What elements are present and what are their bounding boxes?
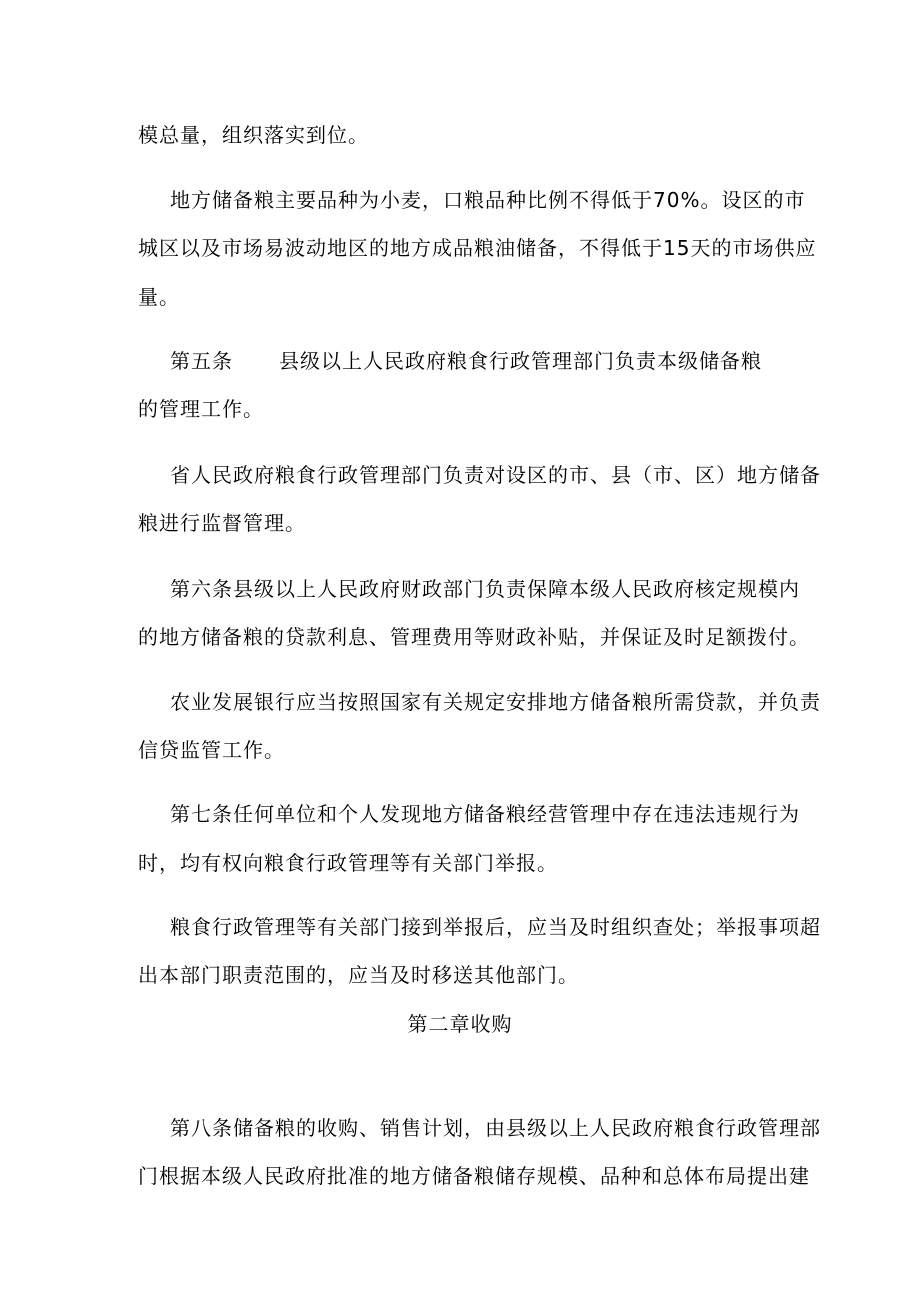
text-line: 信贷监管工作。 [138, 738, 285, 762]
text-line: 农业发展银行应当按照国家有关规定安排地方储备粮所需贷款，并负责 [170, 690, 821, 714]
article-heading-line [170, 344, 762, 378]
text-line: 的地方储备粮的贷款利息、管理费用等财政补贴，并保证及时足额拨付。 [138, 625, 810, 649]
text-line: 城区以及市场易波动地区的地方成品粮油储备，不得低于15天的市场供应 [138, 236, 817, 260]
text-line: 的管理工作。 [138, 397, 264, 421]
text-line: 第七条任何单位和个人发现地方储备粮经营管理中存在违法违规行为 [170, 802, 800, 826]
article-text: 县级以上人民政府粮食行政管理部门负责本级储备粮 [279, 349, 762, 373]
text-line: 门根据本级人民政府批准的地方储备粮储存规模、品种和总体布局提出建 [138, 1164, 810, 1188]
text-line: 时，均有权向粮食行政管理等有关部门举报。 [138, 851, 558, 875]
article-number: 第五条 [170, 349, 233, 373]
text-line: 粮食行政管理等有关部门接到举报后，应当及时组织查处；举报事项超 [170, 915, 821, 939]
text-line: 省人民政府粮食行政管理部门负责对设区的市、县（市、区）地方储备 [170, 463, 821, 487]
text-line: 粮进行监督管理。 [138, 511, 306, 535]
text-line: 模总量，组织落实到位。 [138, 123, 369, 147]
text-line: 第八条储备粮的收购、销售计划，由县级以上人民政府粮食行政管理部 [170, 1116, 821, 1140]
chapter-title: 第二章收购 [407, 1012, 513, 1036]
text-line: 量。 [138, 285, 180, 309]
text-line: 地方储备粮主要品种为小麦，口粮品种比例不得低于70%。设区的市 [170, 188, 806, 212]
text-line: 第六条县级以上人民政府财政部门负责保障本级人民政府核定规模内 [170, 577, 800, 601]
text-line: 出本部门职责范围的，应当及时移送其他部门。 [138, 963, 579, 987]
